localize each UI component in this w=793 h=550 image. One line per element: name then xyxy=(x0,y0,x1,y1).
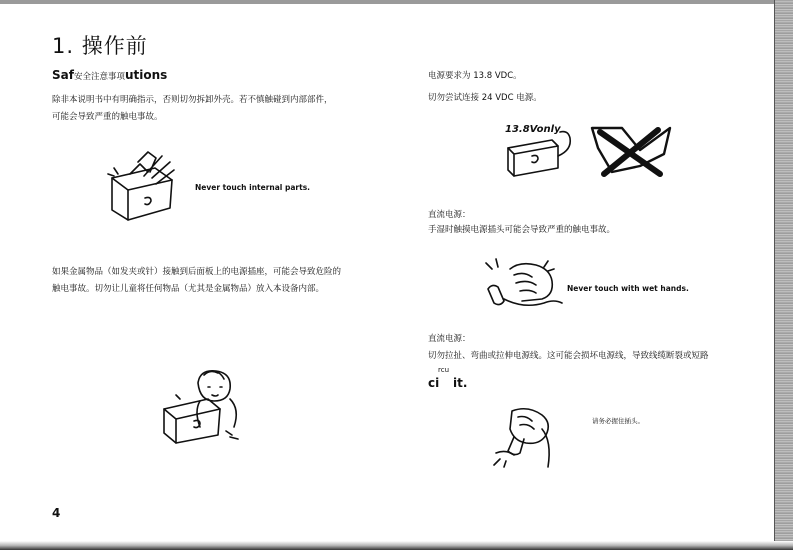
caption-never-touch-wet: Never touch with wet hands. xyxy=(567,284,689,293)
left-paragraph-1 xyxy=(52,92,333,126)
illustration-hold-plug xyxy=(490,405,565,470)
section-heading-part2: 安全注意事项 xyxy=(73,72,125,82)
caption-never-touch-internal: Never touch internal parts. xyxy=(195,183,311,192)
circuit-text-start: ci xyxy=(428,376,440,390)
illustration-child xyxy=(160,365,250,445)
scan-bottom-edge xyxy=(0,541,793,550)
left-paragraph-2 xyxy=(52,264,341,298)
dc-text-1: 手湿时触摸电源插头可能会导致严重的触电事故。 xyxy=(428,225,616,235)
section-heading-part1: Saf xyxy=(52,68,74,82)
left-para2-line1: 如果金属物品（如发夹或针）接触到后面板上的电源插座，可能会导致危险的 xyxy=(52,267,342,277)
circuit-text-end: it. xyxy=(453,376,468,390)
page-number: 4 xyxy=(52,506,61,520)
left-para1-line1: 除非本说明书中有明确指示，否则切勿拆卸外壳。若不慎触碰到内部部件， xyxy=(52,95,333,105)
left-para2-line2: 触电事故。切勿让儿童将任何物品（尤其是金属物品）放入本设备内部。 xyxy=(52,284,325,294)
dc-heading-1: 直流电源： xyxy=(428,210,471,220)
power-requirement-line1: 电源要求为 13.8 VDC。 xyxy=(428,71,522,81)
caption-hold-plug: 请务必握住插头。 xyxy=(592,417,644,425)
illustration-internal-parts xyxy=(100,150,190,230)
power-requirement-line2: 切勿尝试连接 24 VDC 电源。 xyxy=(428,93,542,103)
dc-heading-2: 直流电源： xyxy=(428,334,471,344)
scan-right-edge xyxy=(775,0,793,550)
circuit-small-text: rcu xyxy=(438,366,450,374)
illustration-wet-hands xyxy=(480,255,565,315)
dc-text-2: 切勿拉扯、弯曲或拉伸电源线。这可能会损坏电源线，导致线缆断裂或短路 xyxy=(428,351,709,361)
page-title: 1. 操作前 xyxy=(52,34,148,58)
figure-label-voltage: 13.8Vonly xyxy=(505,124,561,135)
scan-top-edge xyxy=(0,0,793,4)
section-heading xyxy=(52,68,167,82)
section-heading-part3: utions xyxy=(124,68,168,82)
left-para1-line2: 可能会导致严重的触电事故。 xyxy=(52,112,163,122)
